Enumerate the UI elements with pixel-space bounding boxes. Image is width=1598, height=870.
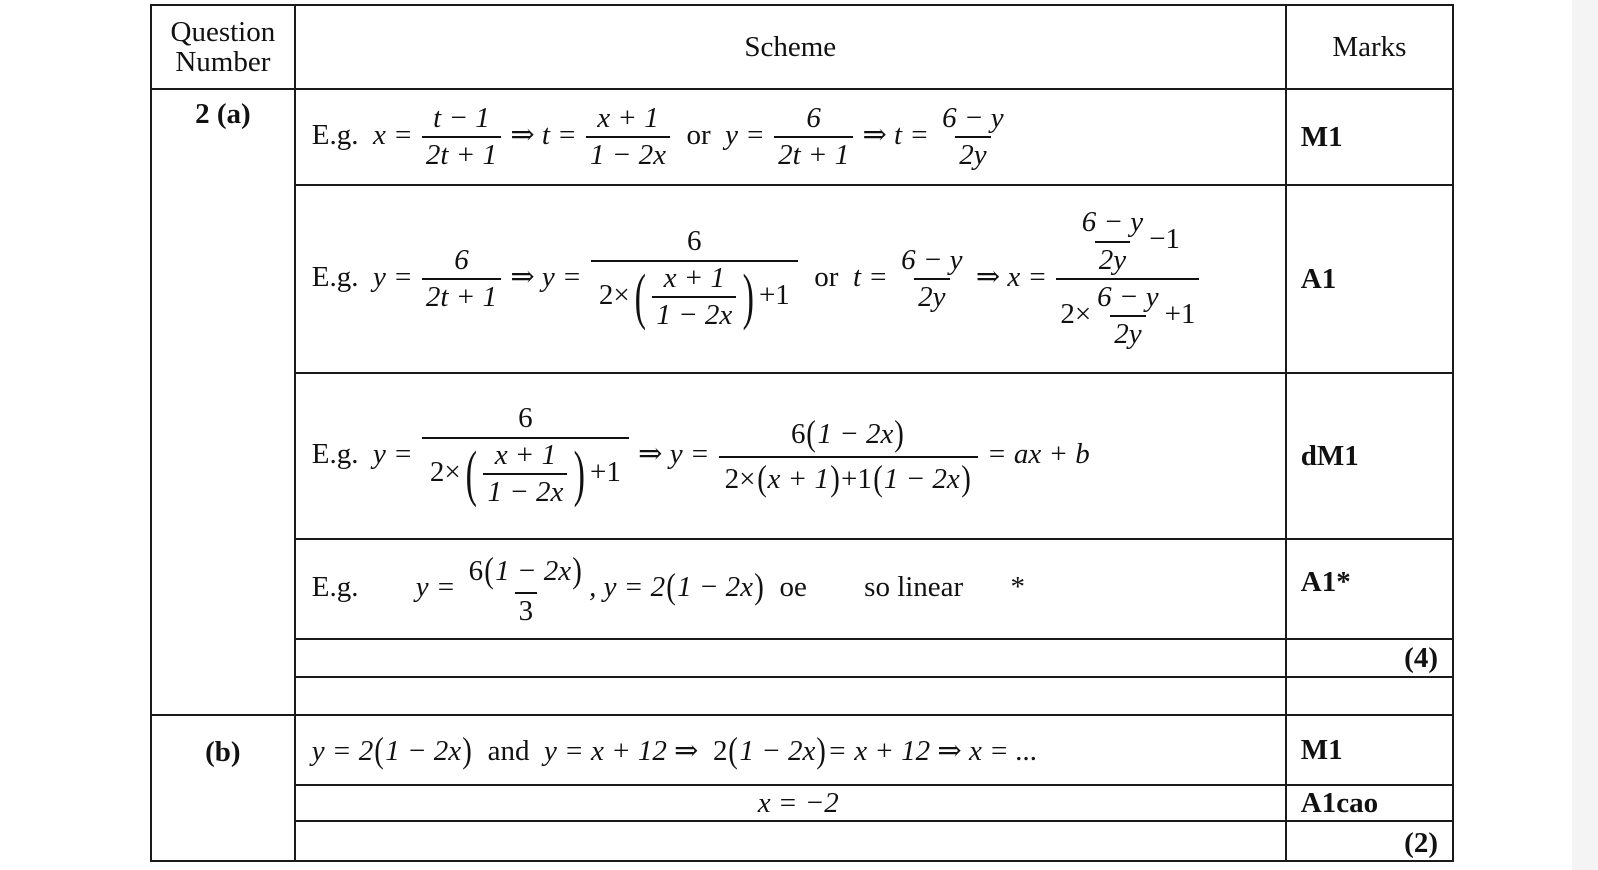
- denominator: 2t + 1: [422, 136, 501, 172]
- numerator: x + 1: [663, 261, 726, 294]
- scheme-expression: [311, 101, 1010, 171]
- fraction: [652, 262, 736, 333]
- expr-text: y =: [415, 570, 456, 603]
- expr-text: 1 − 2x: [817, 418, 894, 451]
- scheme-expression: [311, 206, 1202, 351]
- expr-text: ⇒ t =: [510, 118, 577, 151]
- numerator: t − 1: [433, 101, 490, 134]
- denominator: 2y: [1110, 315, 1145, 351]
- fraction: [465, 550, 587, 629]
- scheme-cell-b1: [295, 715, 1286, 785]
- expr-text: 6: [790, 418, 806, 451]
- scheme-cell-b2: [295, 785, 1286, 821]
- scheme-cell-a3: [295, 373, 1286, 539]
- eg-label: E.g.: [311, 570, 359, 603]
- table-row: [151, 185, 1453, 373]
- mark-a-a1-star: A1*: [1286, 539, 1453, 639]
- expr-text: +1: [758, 278, 790, 311]
- eg-label: E.g.: [311, 118, 359, 151]
- numerator: 6 − y: [1097, 281, 1159, 313]
- fraction: [586, 102, 670, 173]
- fraction: [422, 102, 501, 173]
- question-number-2a: 2 (a): [151, 89, 295, 715]
- bracket-group: ( $\frac{x + 1}{1 - 2x}$ ): [465, 438, 586, 509]
- scheme-cell-a4: [295, 539, 1286, 639]
- expr-text: −1: [1149, 223, 1181, 256]
- header-marks: Marks: [1286, 5, 1453, 89]
- scheme-cell-a1: [295, 89, 1286, 185]
- denominator: 2y: [914, 278, 949, 314]
- or-label: or: [686, 118, 711, 151]
- expr-text: 2×: [598, 278, 630, 311]
- table-row: [151, 677, 1453, 715]
- mark-a-a1: A1: [1286, 185, 1453, 373]
- scheme-cell-empty: [295, 639, 1286, 677]
- table-row: [151, 373, 1453, 539]
- eg-label: E.g.: [311, 260, 359, 293]
- scheme-expression: E.g. y = $\frac{6(1 - 2x)}{3}$ , y = 2(1 − 2x) oe so linear *: [311, 549, 1025, 628]
- numerator: 6 − y: [942, 101, 1004, 134]
- expr-text: 6: [468, 554, 484, 587]
- expr-text: ⇒ y =: [510, 260, 582, 293]
- denominator: [1056, 278, 1199, 352]
- fraction: [719, 413, 978, 499]
- and-label: and: [487, 735, 530, 767]
- scheme-cell-empty: [295, 821, 1286, 861]
- expr-text: y = x + 12 ⇒: [544, 735, 699, 767]
- fraction: [422, 244, 501, 315]
- answer-expression: x = −2: [757, 786, 839, 819]
- total-b: (2): [1286, 821, 1453, 861]
- mark-b-a1cao: A1cao: [1286, 785, 1453, 821]
- expr-text: y =: [372, 437, 413, 470]
- oe-label: oe: [779, 570, 807, 603]
- expr-text: y = 2: [311, 735, 374, 767]
- table-row: [151, 785, 1453, 821]
- numerator: 6 − y: [901, 243, 963, 276]
- so-linear-label: so linear: [864, 570, 964, 603]
- expr-text: = ax + b: [987, 437, 1090, 470]
- denominator: [591, 260, 798, 333]
- denominator: 1 − 2x: [483, 473, 567, 509]
- total-a: (4): [1286, 639, 1453, 677]
- fraction: [1093, 281, 1162, 352]
- expr-text: 1 − 2x: [677, 570, 754, 603]
- fraction: [774, 102, 853, 173]
- header-question-number: [151, 5, 295, 89]
- table-row: [151, 639, 1453, 677]
- header-question-line1: Question: [170, 15, 276, 48]
- star-marker: *: [1010, 570, 1025, 603]
- question-number-2b: (b): [151, 715, 295, 861]
- numerator: 6: [687, 225, 702, 258]
- denominator: 2t + 1: [422, 278, 501, 314]
- denominator: 2×(x + 1)+1(1 − 2x): [719, 456, 978, 499]
- expr-text: x + 1: [767, 462, 829, 495]
- numerator: 6(1 − 2x): [790, 413, 905, 454]
- numerator: x + 1: [597, 101, 659, 134]
- numerator: 6(1 − 2x): [468, 549, 582, 590]
- expr-text: 1 − 2x: [385, 735, 462, 767]
- table-header-row: [151, 5, 1453, 89]
- expr-text: ⇒ x =: [975, 260, 1048, 293]
- fraction: [897, 244, 966, 315]
- expr-text: ⇒ t =: [862, 118, 929, 151]
- expr-text: , y = 2: [589, 570, 666, 603]
- fraction: [483, 439, 567, 510]
- expr-text: t =: [852, 260, 888, 293]
- expr-text: x =: [372, 118, 413, 151]
- scheme-cell-a2: [295, 185, 1286, 373]
- marks-cell-empty: [1286, 677, 1453, 715]
- mark-scheme-table: [150, 4, 1454, 862]
- bracket-group: ( $\frac{x + 1}{1 - 2x}$ ): [634, 261, 755, 332]
- table-row: [151, 89, 1453, 185]
- denominator: 2t + 1: [774, 136, 853, 172]
- denominator: [422, 437, 629, 510]
- numerator: 6: [518, 402, 533, 435]
- table-row: [151, 539, 1453, 639]
- table-row: [151, 821, 1453, 861]
- table-row: [151, 715, 1453, 785]
- denominator: 2y: [1095, 241, 1130, 277]
- numerator: 6 − y: [1081, 206, 1144, 239]
- mark-a-dm1: dM1: [1286, 373, 1453, 539]
- fraction: [422, 402, 629, 509]
- fraction: [591, 225, 798, 332]
- mark-b-m1: M1: [1286, 715, 1453, 785]
- numerator: [1072, 206, 1184, 278]
- expr-text: +1: [1164, 298, 1196, 330]
- fraction: [938, 102, 1007, 173]
- denominator: 3: [515, 592, 538, 628]
- expr-text: 2×: [1060, 298, 1092, 330]
- expr-text: +1: [590, 455, 621, 488]
- fraction: [1056, 206, 1199, 351]
- scrollbar[interactable]: [1572, 0, 1598, 870]
- numerator: 6: [454, 243, 469, 276]
- scheme-cell-empty: [295, 677, 1286, 715]
- expr-text: 1 − 2x: [883, 462, 960, 495]
- fraction: [1078, 206, 1147, 277]
- expr-text: 1 − 2x: [739, 735, 816, 767]
- expr-text: 1 − 2x: [495, 554, 572, 587]
- header-question-line2: Number: [175, 46, 271, 78]
- expr-text: 2×: [429, 455, 461, 488]
- expr-text: 2×: [724, 462, 756, 495]
- expr-text: 2: [712, 735, 728, 767]
- expr-text: = x + 12 ⇒ x = ...: [827, 735, 1038, 767]
- expr-text: +1: [840, 462, 872, 495]
- expr-text: ⇒ y =: [638, 437, 710, 470]
- denominator: 1 − 2x: [652, 296, 736, 332]
- numerator: x + 1: [494, 438, 557, 471]
- numerator: 6: [806, 101, 821, 134]
- or-label: or: [814, 260, 839, 293]
- scheme-expression: y = 2(1 − 2x) and y = x + 12 ⇒ 2(1 − 2x)= x + 12 ⇒ x = ...: [311, 730, 1038, 770]
- denominator: 2y: [955, 136, 990, 172]
- expr-text: y =: [372, 260, 413, 293]
- header-scheme: Scheme: [295, 5, 1286, 89]
- eg-label: E.g.: [311, 437, 359, 470]
- mark-a-m1: M1: [1286, 89, 1453, 185]
- expr-text: y =: [725, 118, 765, 151]
- denominator: 1 − 2x: [586, 136, 670, 172]
